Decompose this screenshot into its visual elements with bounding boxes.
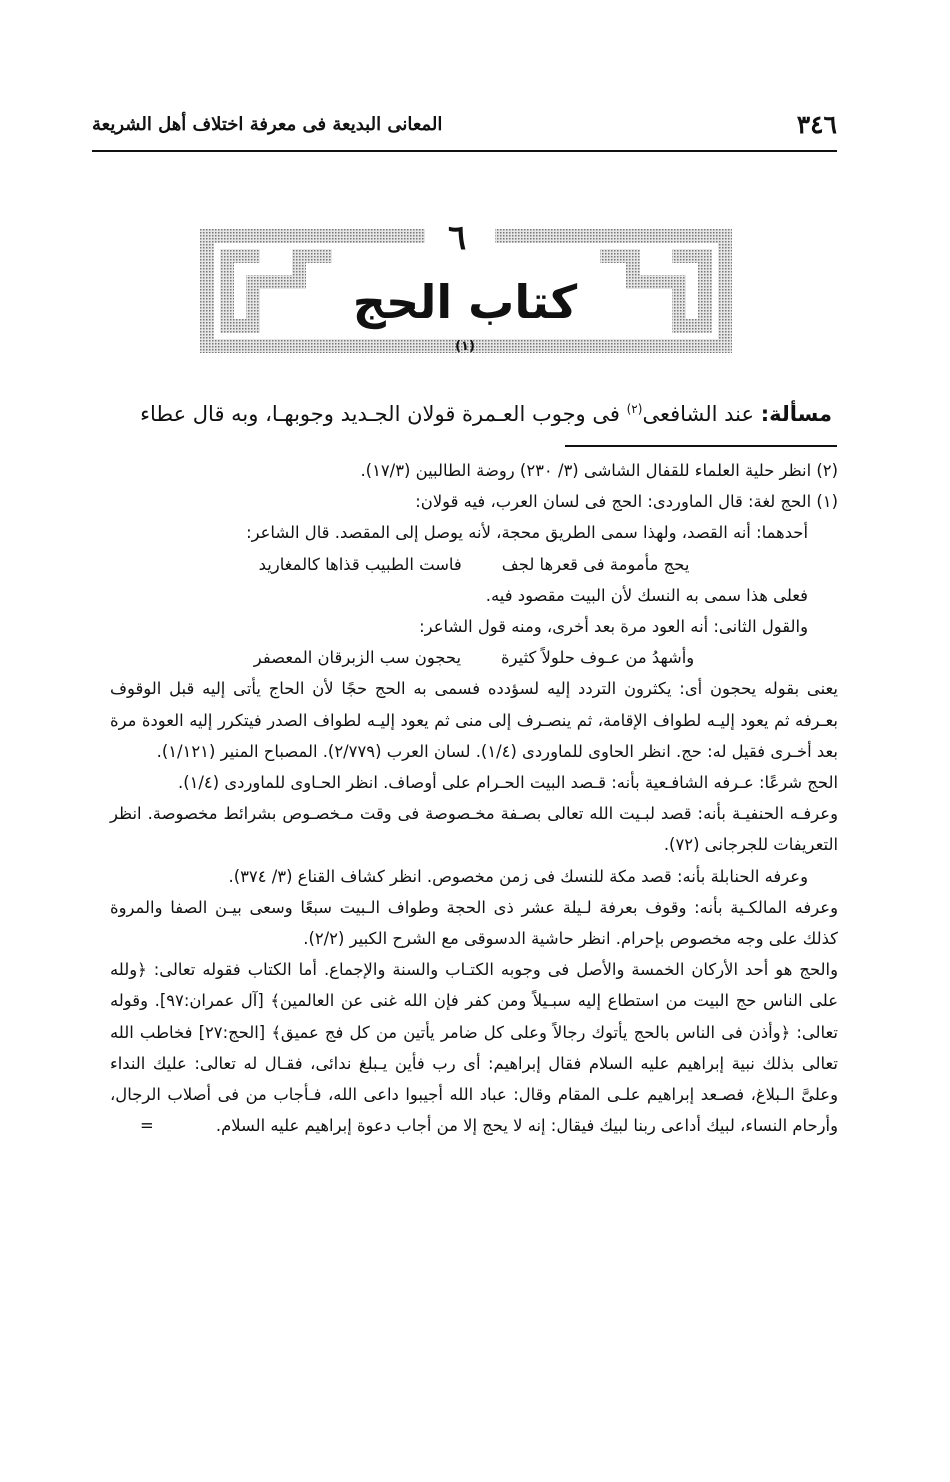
footnote-1-maliki-def: وعرفه المالكـية بأنه: وقوف بعرفة لـيلة عشر ذى الحجة وطواف الـبيت سبعًا وسعى بيـن الصفا والمروة كذلك على وجه مخصوص بإحرام. انظر حاشية الدسوقى مع الشرح الكبير (٢/٢).	[110, 897, 838, 949]
verse-1-left: فاست الطبيب قذاها كالمغاريد	[258, 554, 462, 574]
issue-text-before: عند الشافعى	[642, 402, 761, 426]
running-title: المعانى البديعة فى معرفة اختلاف أهل الشريعة	[92, 114, 443, 135]
issue-label: مسألة:	[760, 402, 832, 426]
verse-2-left: يحجون سب الزبرقان المعصفر	[253, 648, 462, 668]
footnote-1-evidence	[110, 954, 838, 1141]
page-header	[92, 108, 837, 148]
chapter-title: كتاب الحج	[352, 275, 578, 329]
footnote-2: (٢) انظر حلية العلماء للقفال الشاشى (٣/ ٢٣٠) روضة الطالبين (١٧/٣).	[360, 461, 838, 480]
footnote-1-shafii-def: الحج شرعًا: عـرفه الشافـعية بأنه: قـصد البيت الحـرام على أوصاف. انظر الحـاوى للماوردى (١/٤).	[177, 773, 838, 793]
footnote-1-evidence-text: والحج هو أحد الأركان الخمسة والأصل فى وجوبه الكتـاب والسنة والإجماع. أما الكتاب فقوله تعالى: ﴿ولله على الناس حج البيت من استطاع إليه سبـيلاً ومن كفر فإن الله غنى عن العالمين﴾ [آل عمران:٩٧]. وقوله تعالى: ﴿وأذن فى الناس بالحج يأتوك رجالاً وعلى كل ضامر يأتين من كل فج عميق﴾ [الحج:٢٧] فخاطب الله تعالى بذلك نبية إبراهيم عليه السلام فقال إبراهيم: أى رب فأين يـبلغ ندائى، فقـال له تعالى: عليك النداء وعلىَّ الـبلاغ، فصـعد إبراهيم علـى المقام وقال: عباد الله أجيبوا داعى الله، فـأجاب من فى أصلاب الرجال، وأرحام النساء، لبيك أداعى ربنا لبيك فيقال: إنه لا يحج إلا من أجاب دعوة إبراهيم عليه السلام.	[110, 960, 838, 1136]
footnote-1-hanafi-def: وعرفـه الحنفيـة بأنه: قصد لبـيت الله تعالى بصـفة مخـصوصة فى وقت مـخصـوص بشرائط مخصوصة. انظر التعريفات للجرجانى (٧٢).	[110, 804, 838, 855]
footnote-1-first-meaning: أحدهما: أنه القصد، ولهذا سمى الطريق محجة، لأنه يوصل إلى المقصد. قال الشاعر:	[246, 523, 808, 543]
header-rule	[92, 150, 837, 152]
issue-note-mark: (٢)	[626, 402, 643, 416]
chapter-number: ٦	[448, 218, 467, 258]
page-number: ٣٤٦	[796, 110, 837, 139]
issue-text-after: فى وجوب العـمرة قولان الجـديد وجوبهـا، وبه قال عطاء	[140, 402, 627, 426]
issue-paragraph	[112, 392, 832, 431]
footnote-rule	[565, 445, 837, 447]
verse-1-right: يحج مأمومة فى قعرها لجف	[501, 554, 690, 574]
footnote-1-second-meaning: والقول الثانى: أنه العود مرة بعد أخرى، ومنه قول الشاعر:	[419, 617, 808, 637]
footnote-1-explanation: يعنى بقوله يحجون أى: يكثرون التردد إليه لسؤدده فسمى به الحج حجًا لأن الحاج يأتى إليه قبل الوقوف بعـرفه ثم يعود إليـه لطواف الإقامة، ثم ينصـرف إلى منى ثم يعود إليـه لطواف الصدر فيتكرر إليه العودة مرة بعد أخـرى فقيل له: حج. انظر الحاوى للماوردى (١/٤). لسان العرب (٢/٧٧٩). المصباح المنير (١/١٢١).	[110, 679, 838, 761]
footnote-1-hanbali-def: وعرفه الحنابلة بأنه: قصد مكة للنسك فى زمن مخصوص. انظر كشاف القناع (٣/ ٣٧٤).	[228, 866, 808, 886]
verse-2	[110, 642, 838, 673]
footnote-1-conclusion: فعلى هذا سمى به النسك لأن البيت مقصود فيه.	[485, 585, 808, 605]
verse-1	[110, 549, 838, 580]
verse-2-right: وأشهدُ من عـوف حلولاً كثيرة	[501, 648, 695, 668]
chapter-title-block	[345, 275, 585, 383]
footnotes	[110, 455, 838, 1141]
chapter-note-mark: (١)	[455, 339, 475, 354]
continuation-mark: =	[140, 1116, 154, 1136]
footnote-1-intro: (١) الحج لغة: قال الماوردى: الحج فى لسان العرب، فيه قولان:	[415, 492, 838, 512]
